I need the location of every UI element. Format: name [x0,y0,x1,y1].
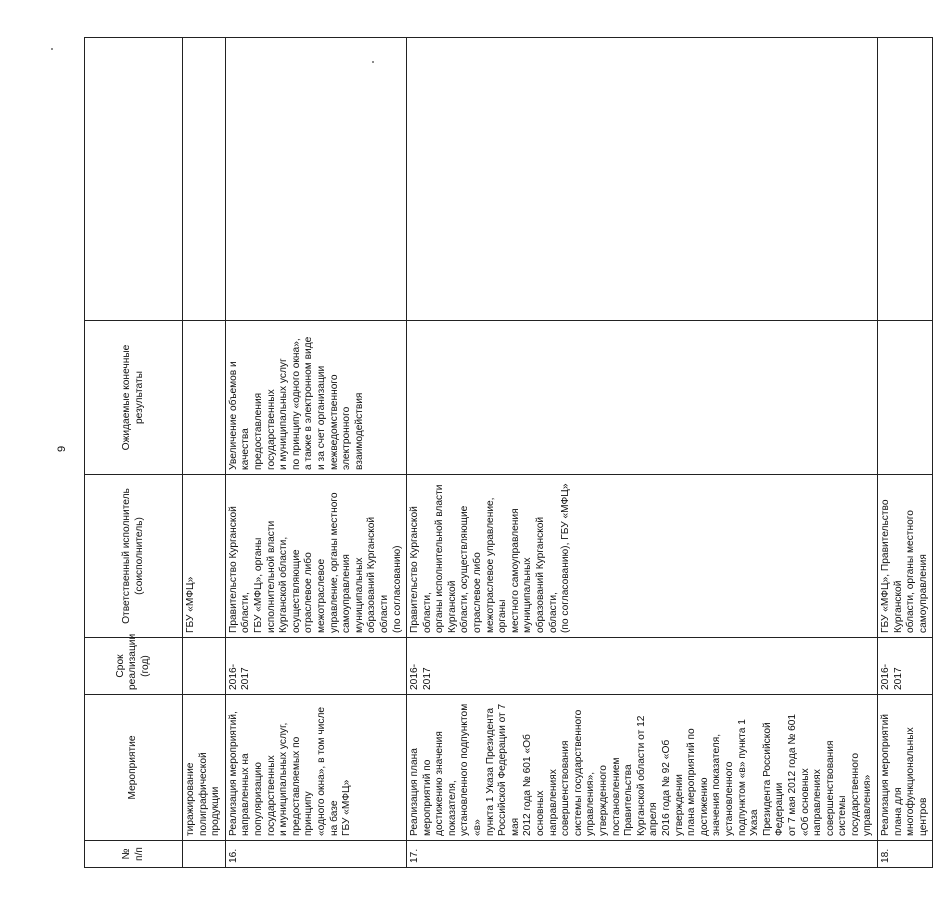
cell-empty [407,38,878,321]
cell-event: тиражирование полиграфической продукции [183,695,226,841]
cell-empty [225,38,406,321]
cell-event: Реализация плана мероприятий по достижению значения показателя, установленного подпунктом «в» пункта 1 Указа Президента Российской Федерации от 7 мая 2012 года № 601 «Об основных направлениях совершенствования системы государственного управления», утвержденного постановлением Правительства Курганской области от 12 апреля 2016 года № 92 «Об утверждении плана мероприятий по достижению значения показателя, установленного подпунктом «в» пункта 1 Указа Президента Российской Федерации от 7 мая 2012 года № 601 «Об основных направлениях совершенствования системы государственного управления» [407,695,878,841]
cell-term: 2016-2017 [407,638,878,695]
table-row [225,38,406,868]
cell-empty [183,38,226,321]
cell-results [183,321,226,475]
table-row [183,38,226,868]
header-event: Мероприятие [85,695,183,841]
scan-speck [51,48,53,50]
cell-number: 18. [878,841,933,868]
header-results: Ожидаемые конечные результаты [85,321,183,475]
cell-responsible: ГБУ «МФЦ», Правительство Курганской области, органы местного самоуправления [878,475,933,638]
cell-responsible: Правительство Курганской области, органы исполнительной власти Курганской области, осуществляющие отраслевое либо межотраслевое управление, органы местного самоуправления муниципальных образований Курганской области, (по согласованию), ГБУ «МФЦ» [407,475,878,638]
cell-event: Реализация мероприятий, направленных на популяризацию государственных и муниципальных услуг, предоставляемых по принципу «одного окна», в том числе на базе ГБУ «МФЦ» [225,695,406,841]
table-row [407,38,878,868]
cell-responsible: ГБУ «МФЦ» [183,475,226,638]
cell-results [407,321,878,475]
measures-table [84,37,933,868]
header-term: Срок реализации (год) [85,638,183,695]
header-number: № п/п [85,841,183,868]
header-responsible: Ответственный исполнитель (соисполнитель) [85,475,183,638]
cell-results: Увеличение объемов и качества предоставления государственных и муниципальных услуг по принципу «одного окна», а также в электронном виде и за счет организации межведомственного электронного взаимодействия [225,321,406,475]
cell-number [183,841,226,868]
cell-event: Реализация мероприятий плана для многофункциональных центров [878,695,933,841]
cell-empty [878,38,933,321]
cell-term: 2016-2017 [878,638,933,695]
table-header-row [85,38,183,868]
cell-responsible: Правительство Курганской области, ГБУ «МФЦ», органы исполнительной власти Курганской области, осуществляющие отраслевое либо межотраслевое управление, органы местного самоуправления муниципальных образований Курганской области (по согласованию) [225,475,406,638]
page-number: 9 [56,445,68,452]
header-empty [85,38,183,321]
cell-term [183,638,226,695]
rotated-table-container [84,38,929,868]
table-row [878,38,933,868]
cell-results [878,321,933,475]
cell-number: 17. [407,841,878,868]
cell-term: 2016-2017 [225,638,406,695]
cell-number: 16. [225,841,406,868]
